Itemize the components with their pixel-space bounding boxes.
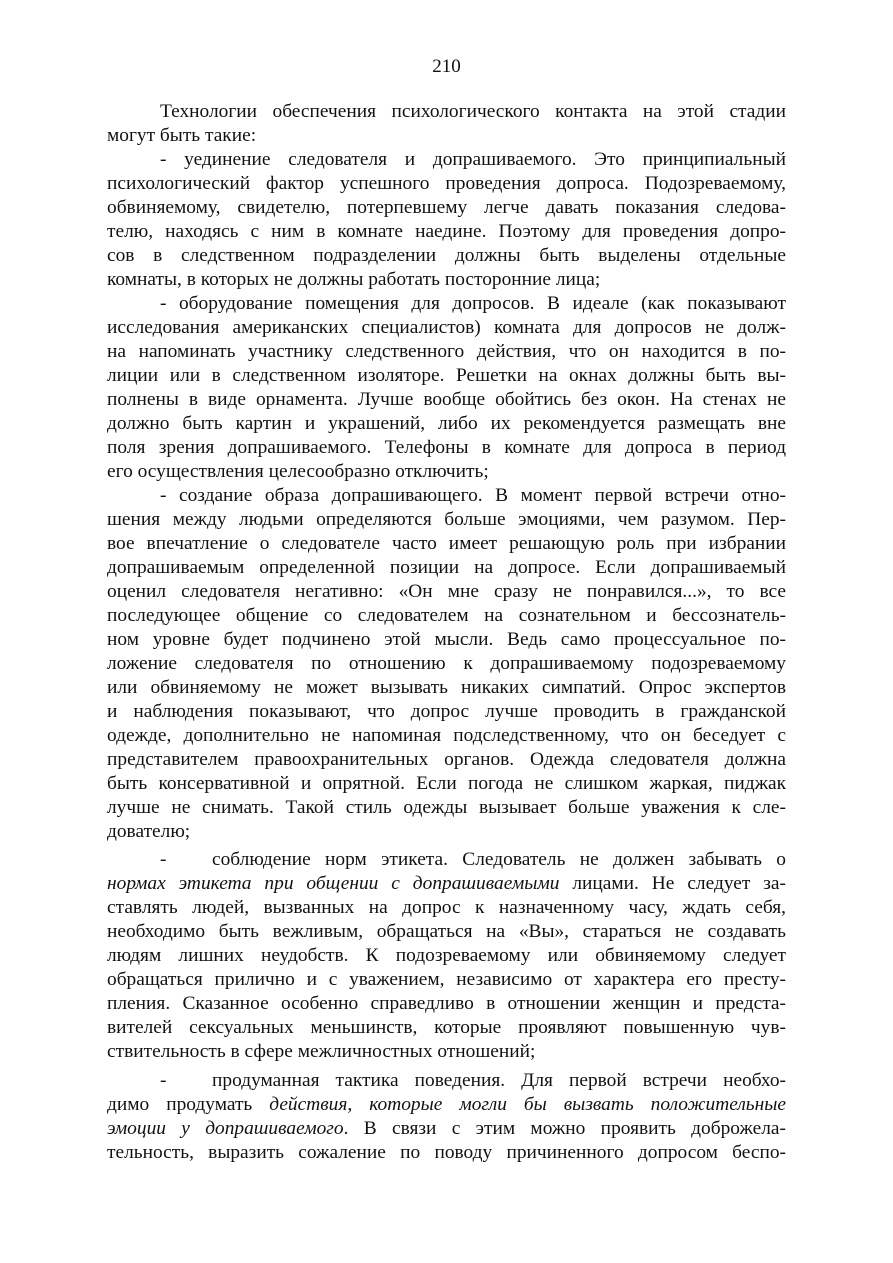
text-line: одежде, дополнительно не напоминая подследственному, что он беседует с: [107, 725, 786, 746]
italic-text: нормах этикета при общении с допрашиваемыми: [107, 873, 560, 894]
text-line: Технологии обеспечения психологического контакта на этой стадии: [160, 101, 786, 122]
text-run: димо продумать: [107, 1094, 270, 1115]
text-line: - оборудование помещения для допросов. В идеале (как показывают: [160, 293, 786, 314]
text-line: [107, 1093, 786, 1117]
text-line: оценил следователя негативно: «Он мне сразу не понравился...», то все: [107, 581, 786, 602]
italic-text: действия, которые могли бы вызвать положительные: [269, 1094, 786, 1115]
text-line: вое впечатление о следователе часто имеет решающую роль при избрании: [107, 533, 786, 554]
text-line: тельность, выразить сожаление по поводу причиненного допросом беспо-: [107, 1142, 786, 1163]
text-line: [107, 1117, 786, 1141]
text-line: продуманная тактика поведения. Для первой встречи необхо-: [212, 1070, 786, 1091]
text-line: или обвиняемому не может вызывать никаких симпатий. Опрос экспертов: [107, 677, 786, 698]
text-line: ложение следователя по отношению к допрашиваемому подозреваемому: [107, 653, 786, 674]
list-dash-marker: -: [160, 1070, 167, 1091]
text-line: его осуществления целесообразно отключить;: [107, 461, 489, 482]
text-line: дователю;: [107, 821, 191, 842]
text-line: обращаться прилично и с уважением, независимо от характера его престу-: [107, 969, 786, 990]
text-line: психологический фактор успешного проведения допроса. Подозреваемому,: [107, 173, 786, 194]
text-line: лучше не снимать. Такой стиль одежды вызывает больше уважения к сле-: [107, 797, 786, 818]
text-line: ствительность в сфере межличностных отношений;: [107, 1041, 536, 1062]
text-line: необходимо быть вежливым, обращаться на «Вы», стараться не создавать: [107, 921, 786, 942]
text-line: исследования американских специалистов) комната для допросов не долж-: [107, 317, 786, 338]
text-line: [107, 872, 786, 896]
text-line: быть консервативной и опрятной. Если погода не слишком жаркая, пиджак: [107, 773, 786, 794]
text-line: обвиняемому, свидетелю, потерпевшему легче давать показания следова-: [107, 197, 786, 218]
text-line: поля зрения допрашиваемого. Телефоны в комнате для допроса в период: [107, 437, 786, 458]
list-dash-marker: -: [160, 849, 167, 870]
text-line: шения между людьми определяются больше эмоциями, чем разумом. Пер-: [107, 509, 786, 530]
text-line: на напоминать участнику следственного действия, что он находится в по-: [107, 341, 786, 362]
text-line: ном уровне будет подчинено этой мысли. Ведь само процессуальное по-: [107, 629, 786, 650]
text-line: полнены в виде орнамента. Лучше вообще обойтись без окон. На стенах не: [107, 389, 786, 410]
text-line: допрашиваемым определенной позиции на допросе. Если допрашиваемый: [107, 557, 786, 578]
text-run: лицами. Не следует за-: [559, 873, 786, 894]
text-line: лиции или в следственном изоляторе. Решетки на окнах должны быть вы-: [107, 365, 786, 386]
text-line: пления. Сказанное особенно справедливо в отношении женщин и предста-: [107, 993, 786, 1014]
text-line: могут быть такие:: [107, 125, 257, 146]
text-line: комнаты, в которых не должны работать посторонние лица;: [107, 269, 601, 290]
italic-text: эмоции у допрашиваемого: [107, 1118, 344, 1139]
text-line: должно быть картин и украшений, либо их рекомендуется размещать вне: [107, 413, 786, 434]
text-line: сов в следственном подразделении должны быть выделены отдельные: [107, 245, 786, 266]
page-number: 210: [432, 56, 461, 77]
text-line: ставлять людей, вызванных на допрос к назначенному часу, ждать себя,: [107, 897, 786, 918]
text-line: вителей сексуальных меньшинств, которые проявляют повышенную чув-: [107, 1017, 786, 1038]
text-run: . В связи с этим можно проявить доброжела-: [343, 1118, 786, 1139]
text-line: соблюдение норм этикета. Следователь не должен забывать о: [212, 849, 786, 870]
text-line: людям лишних неудобств. К подозреваемому или обвиняемому следует: [107, 945, 786, 966]
text-line: представителем правоохранительных органов. Одежда следователя должна: [107, 749, 786, 770]
text-line: - уединение следователя и допрашиваемого. Это принципиальный: [160, 149, 786, 170]
text-line: телю, находясь с ним в комнате наедине. Поэтому для проведения допро-: [107, 221, 786, 242]
text-line: и наблюдения показывают, что допрос лучше проводить в гражданской: [107, 701, 786, 722]
text-line: - создание образа допрашивающего. В момент первой встречи отно-: [160, 485, 786, 506]
text-line: последующее общение со следователем на сознательном и бессознатель-: [107, 605, 786, 626]
